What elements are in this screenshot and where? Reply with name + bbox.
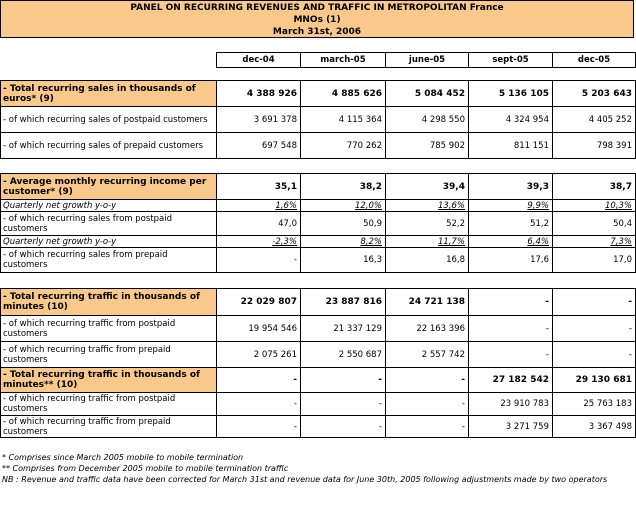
column-header: dec-04 xyxy=(217,53,301,68)
row-label: - Total recurring traffic in thousands of minutes** (10) xyxy=(1,368,217,393)
cell-value: 16,8 xyxy=(386,248,469,273)
recurring-sales-table xyxy=(0,80,636,159)
cell-value: 17,6 xyxy=(469,248,553,273)
cell-value: 12,0% xyxy=(301,200,386,212)
average-income-table xyxy=(0,173,636,273)
cell-value: 3 271 759 xyxy=(469,416,553,438)
row-label: - of which recurring sales of postpaid customers xyxy=(1,107,217,133)
cell-value: 6,4% xyxy=(469,236,553,248)
column-header-table xyxy=(216,52,636,68)
cell-value: 39,3 xyxy=(469,174,553,200)
cell-value: - xyxy=(301,368,386,393)
cell-value: 27 182 542 xyxy=(469,368,553,393)
cell-value: - xyxy=(469,342,553,368)
column-header: march-05 xyxy=(301,53,386,68)
cell-value: 5 084 452 xyxy=(386,81,469,107)
recurring-traffic-table xyxy=(0,288,636,438)
cell-value: 4 324 954 xyxy=(469,107,553,133)
table-row xyxy=(1,393,636,416)
cell-value: 2 557 742 xyxy=(386,342,469,368)
cell-value: 16,3 xyxy=(301,248,386,273)
cell-value: - xyxy=(217,368,301,393)
cell-value: 22 163 396 xyxy=(386,316,469,342)
cell-value: 4 298 550 xyxy=(386,107,469,133)
row-label: - Average monthly recurring income per customer* (9) xyxy=(1,174,217,200)
row-label: Quarterly net growth y-o-y xyxy=(1,236,217,248)
cell-value: 4 388 926 xyxy=(217,81,301,107)
cell-value: - xyxy=(469,316,553,342)
cell-value: 4 405 252 xyxy=(553,107,636,133)
table-row xyxy=(1,316,636,342)
cell-value: 770 262 xyxy=(301,133,386,159)
cell-value: 2 550 687 xyxy=(301,342,386,368)
cell-value: 29 130 681 xyxy=(553,368,636,393)
row-label: - Total recurring traffic in thousands of minutes (10) xyxy=(1,289,217,316)
cell-value: 11,7% xyxy=(386,236,469,248)
cell-value: 697 548 xyxy=(217,133,301,159)
cell-value: - xyxy=(301,393,386,416)
table-row xyxy=(1,342,636,368)
row-label: - of which recurring sales of prepaid customers xyxy=(1,133,217,159)
cell-value: 785 902 xyxy=(386,133,469,159)
cell-value: 38,7 xyxy=(553,174,636,200)
cell-value: -2,3% xyxy=(217,236,301,248)
cell-value: 38,2 xyxy=(301,174,386,200)
column-header: june-05 xyxy=(386,53,469,68)
cell-value: - xyxy=(217,416,301,438)
table-row xyxy=(1,174,636,200)
cell-value: 3 691 378 xyxy=(217,107,301,133)
cell-value: 50,9 xyxy=(301,212,386,236)
cell-value: 47,0 xyxy=(217,212,301,236)
cell-value: 5 203 643 xyxy=(553,81,636,107)
cell-value: 21 337 129 xyxy=(301,316,386,342)
cell-value: 798 391 xyxy=(553,133,636,159)
cell-value: 24 721 138 xyxy=(386,289,469,316)
cell-value: 19 954 546 xyxy=(217,316,301,342)
footnotes xyxy=(2,452,632,485)
footnote: ** Comprises from December 2005 mobile to mobile termination traffic xyxy=(2,464,289,473)
column-header-row xyxy=(217,53,636,68)
cell-value: - xyxy=(386,368,469,393)
cell-value: 3 367 498 xyxy=(553,416,636,438)
cell-value: 811 151 xyxy=(469,133,553,159)
title-line-2: MNOs (1) xyxy=(293,15,341,25)
cell-value: 5 136 105 xyxy=(469,81,553,107)
column-header: dec-05 xyxy=(553,53,636,68)
cell-value: 10,3% xyxy=(553,200,636,212)
row-label: - of which recurring traffic from prepaid customers xyxy=(1,416,217,438)
table-row xyxy=(1,248,636,273)
cell-value: 2 075 261 xyxy=(217,342,301,368)
cell-value: - xyxy=(217,393,301,416)
cell-value: 4 885 626 xyxy=(301,81,386,107)
cell-value: 35,1 xyxy=(217,174,301,200)
cell-value: 9,9% xyxy=(469,200,553,212)
table-row xyxy=(1,107,636,133)
panel-title xyxy=(0,0,634,38)
table-row xyxy=(1,81,636,107)
cell-value: - xyxy=(386,393,469,416)
table-row xyxy=(1,416,636,438)
table-row xyxy=(1,289,636,316)
cell-value: 22 029 807 xyxy=(217,289,301,316)
row-label: - of which recurring sales from prepaid customers xyxy=(1,248,217,273)
cell-value: 39,4 xyxy=(386,174,469,200)
cell-value: 13,6% xyxy=(386,200,469,212)
cell-value: - xyxy=(469,289,553,316)
table-row xyxy=(1,200,636,212)
cell-value: 1,6% xyxy=(217,200,301,212)
cell-value: 8,2% xyxy=(301,236,386,248)
table-row xyxy=(1,133,636,159)
cell-value: - xyxy=(553,342,636,368)
row-label: - Total recurring sales in thousands of euros* (9) xyxy=(1,81,217,107)
cell-value: 52,2 xyxy=(386,212,469,236)
cell-value: - xyxy=(217,248,301,273)
cell-value: 50,4 xyxy=(553,212,636,236)
cell-value: 23 910 783 xyxy=(469,393,553,416)
row-label: - of which recurring traffic from prepaid customers xyxy=(1,342,217,368)
cell-value: 7,3% xyxy=(553,236,636,248)
row-label: - of which recurring sales from postpaid customers xyxy=(1,212,217,236)
table-row xyxy=(1,368,636,393)
column-header: sept-05 xyxy=(469,53,553,68)
cell-value: - xyxy=(386,416,469,438)
cell-value: - xyxy=(301,416,386,438)
cell-value: 25 763 183 xyxy=(553,393,636,416)
cell-value: - xyxy=(553,316,636,342)
cell-value: 51,2 xyxy=(469,212,553,236)
footnote: * Comprises since March 2005 mobile to mobile termination xyxy=(2,453,244,462)
title-line-3: March 31st, 2006 xyxy=(272,27,362,37)
row-label: Quarterly net growth y-o-y xyxy=(1,200,217,212)
title-line-1: PANEL ON RECURRING REVENUES AND TRAFFIC IN METROPOLITAN France xyxy=(130,3,504,13)
table-row xyxy=(1,212,636,236)
footnote: NB : Revenue and traffic data have been corrected for March 31st and revenue data for June 30th, 2005 following adjustments made by two operators xyxy=(2,475,608,484)
cell-value: 17,0 xyxy=(553,248,636,273)
table-row xyxy=(1,236,636,248)
row-label: - of which recurring traffic from postpaid customers xyxy=(1,393,217,416)
cell-value: 23 887 816 xyxy=(301,289,386,316)
row-label: - of which recurring traffic from postpaid customers xyxy=(1,316,217,342)
cell-value: 4 115 364 xyxy=(301,107,386,133)
cell-value: - xyxy=(553,289,636,316)
